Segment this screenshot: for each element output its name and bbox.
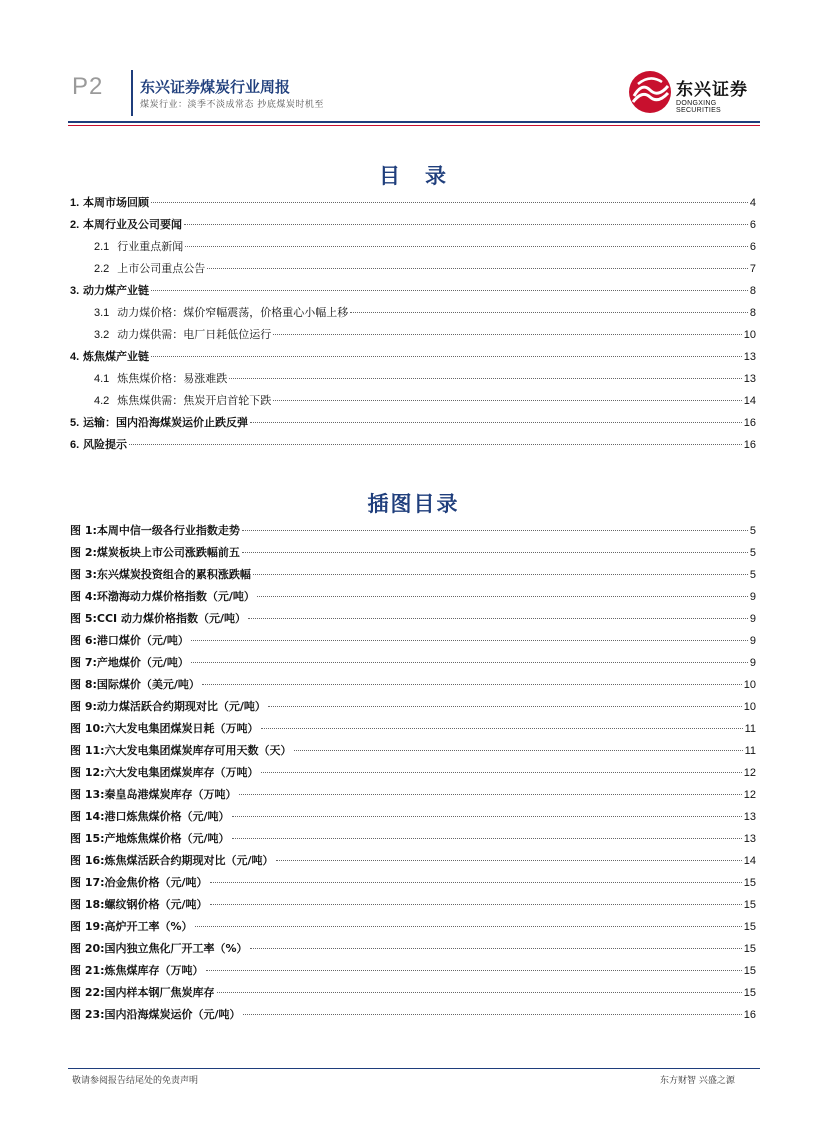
leader-dots bbox=[232, 838, 742, 839]
toc-entry[interactable] bbox=[70, 216, 756, 238]
company-logo bbox=[628, 70, 763, 115]
toc-entry-text: 炼焦煤产业链 bbox=[83, 350, 150, 363]
figure-entry-page: 13 bbox=[743, 811, 756, 823]
figure-entry-page: 15 bbox=[743, 921, 756, 933]
figure-entry-label: 图 12:六大发电集团煤炭库存（万吨） bbox=[70, 766, 259, 779]
toc-entry-text: 本周行业及公司要闻 bbox=[83, 218, 183, 231]
leader-dots bbox=[294, 750, 743, 751]
leader-dots bbox=[261, 772, 742, 773]
toc-entry-page: 6 bbox=[749, 219, 756, 231]
figure-entry-label: 图 14:港口炼焦煤价格（元/吨） bbox=[70, 810, 230, 823]
figures-title: 插图目录 bbox=[367, 492, 460, 516]
toc-entry[interactable] bbox=[70, 194, 756, 216]
toc-entry-number: 5. bbox=[70, 417, 80, 429]
figure-entry[interactable] bbox=[70, 632, 756, 654]
figure-entry[interactable] bbox=[70, 786, 756, 808]
toc-entry-page: 16 bbox=[743, 439, 756, 451]
header-rule-accent bbox=[68, 125, 760, 126]
figure-entry-label: 图 23:国内沿海煤炭运价（元/吨） bbox=[70, 1008, 241, 1021]
figure-entry[interactable] bbox=[70, 522, 756, 544]
toc-entry-number: 4.1 bbox=[94, 373, 110, 385]
leader-dots bbox=[250, 948, 742, 949]
figure-entry-page: 9 bbox=[749, 591, 756, 603]
leader-dots bbox=[273, 400, 741, 401]
toc-entry-page: 7 bbox=[749, 263, 756, 275]
figure-entry-label: 图 13:秦皇岛港煤炭库存（万吨） bbox=[70, 788, 237, 801]
figure-entry-label: 图 10:六大发电集团煤炭日耗（万吨） bbox=[70, 722, 259, 735]
figure-entry-page: 11 bbox=[744, 745, 756, 757]
toc-entry[interactable] bbox=[70, 348, 756, 370]
leader-dots bbox=[191, 640, 748, 641]
figure-entry-label: 图 6:港口煤价（元/吨） bbox=[70, 634, 189, 647]
figure-entry[interactable] bbox=[70, 588, 756, 610]
leader-dots bbox=[232, 816, 742, 817]
leader-dots bbox=[248, 618, 748, 619]
figure-entry[interactable] bbox=[70, 698, 756, 720]
toc-entry-number: 6. bbox=[70, 439, 80, 451]
toc-entry-text: 动力煤供需：电厂日耗低位运行 bbox=[117, 328, 272, 341]
leader-dots bbox=[207, 268, 748, 269]
leader-dots bbox=[151, 290, 748, 291]
toc-entry-number: 3. bbox=[70, 285, 80, 297]
figure-entry-page: 16 bbox=[743, 1009, 756, 1021]
toc-entry-text: 本周市场回顾 bbox=[83, 196, 150, 209]
footer-disclaimer: 敬请参阅报告结尾处的免责声明 bbox=[72, 1076, 199, 1086]
toc-entry-text: 动力煤价格：煤价窄幅震荡，价格重心小幅上移 bbox=[117, 306, 349, 319]
leader-dots bbox=[276, 860, 742, 861]
figure-entry-page: 5 bbox=[749, 525, 756, 537]
figure-entry[interactable] bbox=[70, 566, 756, 588]
leader-dots bbox=[350, 312, 748, 313]
figure-list bbox=[70, 522, 756, 1028]
leader-dots bbox=[268, 706, 742, 707]
page-header bbox=[0, 0, 827, 130]
figure-entry-label: 图 1:本周中信一级各行业指数走势 bbox=[70, 524, 240, 537]
figure-entry[interactable] bbox=[70, 962, 756, 984]
figure-entry-label: 图 22:国内样本钢厂焦炭库存 bbox=[70, 986, 215, 999]
leader-dots bbox=[206, 970, 742, 971]
toc-entry-page: 14 bbox=[743, 395, 756, 407]
figure-entry-page: 5 bbox=[749, 547, 756, 559]
leader-dots bbox=[191, 662, 748, 663]
toc-entry-page: 16 bbox=[743, 417, 756, 429]
leader-dots bbox=[129, 444, 742, 445]
toc-entry[interactable] bbox=[70, 392, 756, 414]
toc-entry-label bbox=[70, 348, 149, 364]
figure-entry-page: 9 bbox=[749, 635, 756, 647]
toc-entry[interactable] bbox=[70, 304, 756, 326]
header-divider bbox=[131, 70, 133, 116]
figure-entry-page: 15 bbox=[743, 899, 756, 911]
figure-entry-label: 图 2:煤炭板块上市公司涨跌幅前五 bbox=[70, 546, 240, 559]
leader-dots bbox=[242, 530, 748, 531]
leader-dots bbox=[151, 356, 742, 357]
toc-entry-label bbox=[70, 216, 182, 232]
figure-entry[interactable] bbox=[70, 654, 756, 676]
leader-dots bbox=[229, 378, 741, 379]
toc-entry[interactable] bbox=[70, 282, 756, 304]
header-rule bbox=[68, 121, 760, 123]
leader-dots bbox=[253, 574, 748, 575]
toc-entry-page: 8 bbox=[749, 285, 756, 297]
figure-entry-label: 图 7:产地煤价（元/吨） bbox=[70, 656, 189, 669]
toc-entry-label bbox=[70, 436, 127, 452]
toc-entry-text: 上市公司重点公告 bbox=[117, 262, 206, 275]
leader-dots bbox=[151, 202, 748, 203]
toc-entry-text: 风险提示 bbox=[83, 438, 128, 451]
figure-entry-page: 15 bbox=[743, 987, 756, 999]
leader-dots bbox=[239, 794, 742, 795]
figure-entry-page: 11 bbox=[744, 723, 756, 735]
figure-entry[interactable] bbox=[70, 918, 756, 940]
figure-entry[interactable] bbox=[70, 1006, 756, 1028]
report-title: 东兴证券煤炭行业周报 bbox=[140, 78, 291, 96]
figure-entry-page: 5 bbox=[749, 569, 756, 581]
figure-entry-label: 图 15:产地炼焦煤价格（元/吨） bbox=[70, 832, 230, 845]
figure-entry[interactable] bbox=[70, 852, 756, 874]
figure-entry-page: 9 bbox=[749, 613, 756, 625]
figure-entry[interactable] bbox=[70, 808, 756, 830]
figure-entry[interactable] bbox=[70, 874, 756, 896]
report-subtitle: 煤炭行业：淡季不淡成常态 抄底煤炭时机至 bbox=[140, 100, 324, 110]
toc-list bbox=[70, 194, 756, 458]
footer-rule bbox=[68, 1068, 760, 1069]
logo-text: 东兴证券 bbox=[676, 80, 748, 100]
toc-entry-text: 运输：国内沿海煤炭运价止跌反弹 bbox=[83, 416, 249, 429]
toc-entry[interactable] bbox=[70, 260, 756, 282]
toc-entry-page: 8 bbox=[749, 307, 756, 319]
figure-entry-page: 10 bbox=[743, 679, 756, 691]
leader-dots bbox=[210, 882, 742, 883]
footer-slogan: 东方财智 兴盛之源 bbox=[660, 1076, 735, 1086]
toc-entry[interactable] bbox=[70, 238, 756, 260]
toc-entry-label bbox=[70, 392, 271, 408]
figure-entry-page: 14 bbox=[743, 855, 756, 867]
figure-entry-label: 图 3:东兴煤炭投资组合的累积涨跌幅 bbox=[70, 568, 251, 581]
figure-entry-page: 10 bbox=[743, 701, 756, 713]
leader-dots bbox=[261, 728, 743, 729]
figure-entry[interactable] bbox=[70, 940, 756, 962]
figure-entry-page: 9 bbox=[749, 657, 756, 669]
toc-entry-page: 13 bbox=[743, 373, 756, 385]
toc-entry[interactable] bbox=[70, 436, 756, 458]
figure-entry-label: 图 5:CCI 动力煤价格指数（元/吨） bbox=[70, 612, 246, 625]
figure-entry-label: 图 9:动力煤活跃合约期现对比（元/吨） bbox=[70, 700, 266, 713]
toc-entry-text: 动力煤产业链 bbox=[83, 284, 150, 297]
toc-entry-number: 3.2 bbox=[94, 329, 110, 341]
toc-entry-number: 2.1 bbox=[94, 241, 110, 253]
toc-entry-number: 4. bbox=[70, 351, 80, 363]
toc-entry-number: 1. bbox=[70, 197, 80, 209]
toc-entry-label bbox=[70, 414, 248, 430]
figure-entry-label: 图 11:六大发电集团煤炭库存可用天数（天） bbox=[70, 744, 292, 757]
toc-entry-label bbox=[70, 238, 183, 254]
toc-entry-page: 4 bbox=[749, 197, 756, 209]
toc-entry[interactable] bbox=[70, 414, 756, 436]
toc-entry-number: 2. bbox=[70, 219, 80, 231]
leader-dots bbox=[195, 926, 742, 927]
figure-entry-page: 12 bbox=[743, 789, 756, 801]
toc-entry-text: 炼焦煤价格：易涨难跌 bbox=[117, 372, 228, 385]
figure-entry-page: 12 bbox=[743, 767, 756, 779]
figure-entry-page: 15 bbox=[743, 965, 756, 977]
leader-dots bbox=[242, 552, 748, 553]
toc-entry[interactable] bbox=[70, 370, 756, 392]
toc-entry-label bbox=[70, 194, 149, 210]
figure-entry[interactable] bbox=[70, 896, 756, 918]
toc-title: 目 录 bbox=[379, 164, 448, 188]
leader-dots bbox=[257, 596, 748, 597]
figure-entry[interactable] bbox=[70, 676, 756, 698]
figure-entry-page: 13 bbox=[743, 833, 756, 845]
leader-dots bbox=[210, 904, 742, 905]
page-number: P2 bbox=[72, 73, 104, 100]
figure-entry[interactable] bbox=[70, 830, 756, 852]
logo-mark-icon bbox=[628, 70, 674, 114]
figure-entry-label: 图 16:炼焦煤活跃合约期现对比（元/吨） bbox=[70, 854, 274, 867]
figure-entry[interactable] bbox=[70, 544, 756, 566]
figure-entry-label: 图 17:冶金焦价格（元/吨） bbox=[70, 876, 208, 889]
toc-entry[interactable] bbox=[70, 326, 756, 348]
figure-entry-label: 图 8:国际煤价（美元/吨） bbox=[70, 678, 200, 691]
figure-entry-label: 图 4:环渤海动力煤价格指数（元/吨） bbox=[70, 590, 255, 603]
leader-dots bbox=[202, 684, 742, 685]
figure-entry-label: 图 18:螺纹钢价格（元/吨） bbox=[70, 898, 208, 911]
toc-entry-label bbox=[70, 326, 271, 342]
figure-entry[interactable] bbox=[70, 984, 756, 1006]
toc-entry-label bbox=[70, 304, 348, 320]
toc-entry-number: 2.2 bbox=[94, 263, 110, 275]
toc-entry-label bbox=[70, 282, 149, 298]
figure-entry-label: 图 19:高炉开工率（%） bbox=[70, 920, 193, 933]
logo-english-text: DONGXING SECURITIES bbox=[676, 100, 722, 114]
figure-entry[interactable] bbox=[70, 720, 756, 742]
figure-entry-page: 15 bbox=[743, 877, 756, 889]
figure-entry[interactable] bbox=[70, 742, 756, 764]
leader-dots bbox=[184, 224, 748, 225]
toc-entry-page: 10 bbox=[743, 329, 756, 341]
toc-entry-text: 行业重点新闻 bbox=[117, 240, 184, 253]
leader-dots bbox=[185, 246, 748, 247]
leader-dots bbox=[273, 334, 741, 335]
toc-entry-label bbox=[70, 260, 205, 276]
toc-entry-number: 3.1 bbox=[94, 307, 110, 319]
toc-entry-page: 13 bbox=[743, 351, 756, 363]
leader-dots bbox=[243, 1014, 742, 1015]
toc-entry-page: 6 bbox=[749, 241, 756, 253]
toc-entry-text: 炼焦煤供需：焦炭开启首轮下跌 bbox=[117, 394, 272, 407]
figure-entry-label: 图 21:炼焦煤库存（万吨） bbox=[70, 964, 204, 977]
figure-entry-label: 图 20:国内独立焦化厂开工率（%） bbox=[70, 942, 248, 955]
leader-dots bbox=[250, 422, 742, 423]
figure-entry[interactable] bbox=[70, 764, 756, 786]
figure-entry[interactable] bbox=[70, 610, 756, 632]
toc-entry-label bbox=[70, 370, 227, 386]
toc-entry-number: 4.2 bbox=[94, 395, 110, 407]
figure-entry-page: 15 bbox=[743, 943, 756, 955]
leader-dots bbox=[217, 992, 742, 993]
